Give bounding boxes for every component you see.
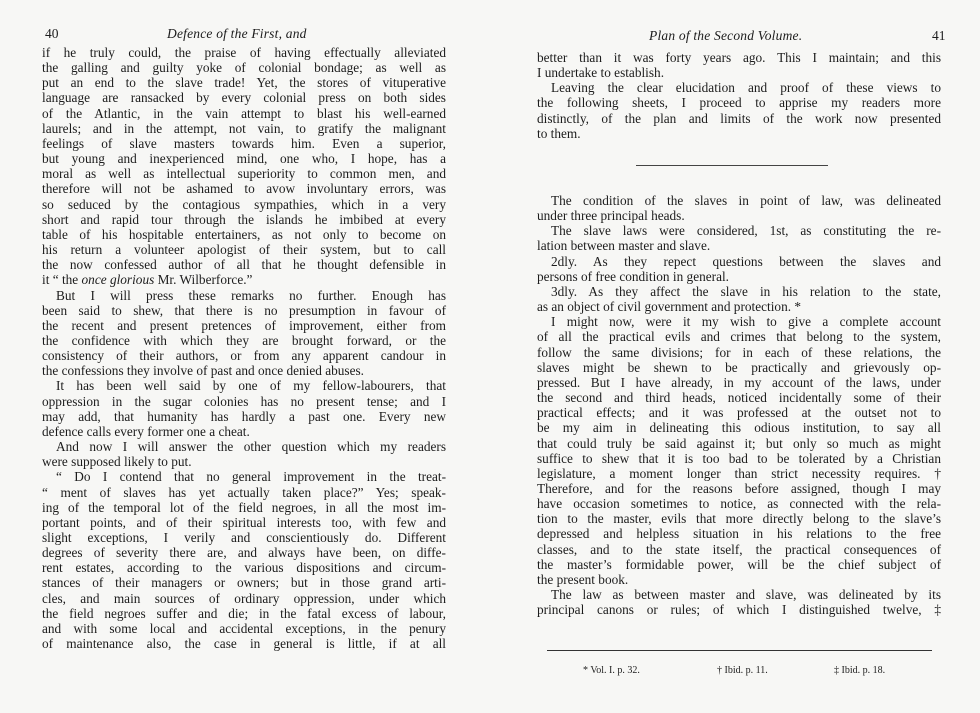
text-line: [42, 272, 446, 287]
text-line: rent estates, according to the various dispositions and circum-: [42, 560, 446, 576]
text-line: practical effects; and it was professed at the outset not to: [537, 405, 941, 421]
text-line: under three principal heads.: [537, 208, 685, 224]
text-line: and with some local and accidental exceptions, in the penury: [42, 620, 446, 636]
text-line: slight exceptions, I verily and conscientiously do. Different: [42, 530, 446, 545]
running-title: Plan of the Second Volume.: [649, 28, 803, 43]
text-line: the present book.: [537, 571, 629, 587]
text-line: slaves might be shewn to be practically and grievously op-: [537, 359, 941, 375]
footnote: ‡ Ibid. p. 18.: [834, 665, 886, 676]
text-run: it “ the: [42, 272, 82, 288]
text-line: so seduced by the contagious sympathies, which in a very: [42, 196, 446, 212]
text-line: lation between master and slave.: [537, 238, 711, 254]
text-line: classes, and to the state itself, the practical consequences of: [537, 541, 941, 557]
text-line: but young and inexperienced mind, one who, I hope, has a: [42, 151, 446, 167]
text-line: better than it was forty years ago. This I maintain; and this: [537, 50, 941, 65]
text-line: depressed and helpless situation in his relations to the free: [537, 526, 941, 542]
text-line: tion to the master, evils that more directly belong to the slave’s: [537, 511, 941, 527]
text-line: were supposed likely to put.: [42, 454, 192, 470]
text-line: 2dly. As they repect questions between the slaves and: [551, 253, 941, 269]
text-line: It has been well said by one of my fellow-labourers, that: [56, 378, 446, 394]
text-line: feelings of slave masters towards him. Even a superior,: [42, 135, 446, 151]
footnote: * Vol. I. p. 32.: [583, 665, 640, 676]
text-line: the recent and present pretences of improvement, either from: [42, 317, 446, 333]
text-line: may add, that humanity has hardly a past one. Every new: [42, 408, 446, 424]
body-text-intro: [537, 50, 941, 141]
text-line: the following sheets, I proceed to apprise my readers more: [537, 95, 941, 111]
text-line: oppression in the sugar colonies has no present tense; and I: [42, 393, 446, 409]
text-line: I undertake to establish.: [537, 65, 665, 81]
text-line: moral as well as intellectual superiority to common men, and: [42, 166, 446, 182]
text-line: I might now, were it my wish to give a complete account: [551, 314, 941, 330]
text-line: distinctly, of the plan and limits of the work now presented: [537, 110, 941, 126]
text-line: the second and third heads, noticed incidentally some of their: [537, 390, 941, 406]
text-run: Mr. Wilberforce.”: [154, 272, 253, 288]
text-line: the galling and guilty yoke of colonial bondage; as well as: [42, 60, 446, 76]
text-line: defence calls every former one a cheat.: [42, 423, 250, 439]
text-line: “ ment of slaves has yet actually taken place?” Yes; speak-: [42, 484, 446, 500]
text-line: The slave laws were considered, 1st, as constituting the re-: [551, 223, 941, 239]
text-line: language are ransacked by every colonial press on both sides: [42, 90, 446, 106]
text-line: ing of the temporal lot of the field negroes, in all the most im-: [42, 499, 446, 515]
text-line: that could truly be said against it; but only so much as might: [537, 435, 941, 451]
text-line: the master’s formidable power, will be the chief subject of: [537, 556, 941, 572]
text-line: of the Atlantic, in the vain attempt to blast his well-earned: [42, 105, 446, 121]
running-title: Defence of the First, and: [167, 26, 307, 41]
text-line: if he truly could, the praise of having effectually alleviated: [42, 45, 446, 60]
text-line: cles, and main sources of ordinary oppression, under which: [42, 590, 446, 606]
footnote: † Ibid. p. 11.: [717, 665, 768, 676]
section-divider: [636, 165, 828, 166]
page-number: 41: [932, 28, 946, 43]
page-number: 40: [45, 26, 59, 41]
text-line: degrees of severity there are, and always have been, on diffe-: [42, 545, 446, 561]
italic-text: once glorious: [81, 272, 155, 288]
body-text-plan: [537, 193, 941, 617]
text-line: the confessions they involve of past and once denied abuses.: [42, 363, 364, 379]
text-line: to them.: [537, 125, 581, 141]
text-line: be my aim in delineating this odious institution, to say all: [537, 420, 941, 436]
text-line: Leaving the clear elucidation and proof of these views to: [551, 80, 941, 96]
text-line: the field negroes suffer and die; in the fatal excess of labour,: [42, 605, 446, 621]
text-line: been said to shew, that there is no presumption in favour of: [42, 302, 446, 318]
text-line: persons of free condition in general.: [537, 268, 729, 284]
text-line: portant points, and of their spiritual interests too, with few and: [42, 514, 446, 530]
text-line: his return a volunteer apologist of their system, but to call: [42, 242, 446, 258]
footnote-rule: [547, 650, 932, 651]
text-line: of all the practical evils and crimes that belong to the system,: [537, 329, 941, 345]
text-line: principal canons or rules; of which I distinguished twelve, ‡: [537, 602, 941, 618]
text-line: laurels; and in the attempt, not vain, to gratify the malignant: [42, 120, 446, 136]
text-line: suffice to shew that it is too bad to be tolerated by a Christian: [537, 450, 941, 466]
text-line: therefore will not be ashamed to avow involuntary errors, was: [42, 181, 446, 197]
text-line: But I will press these remarks no further. Enough has: [56, 287, 446, 303]
text-line: 3dly. As they affect the slave in his relation to the state,: [551, 283, 941, 299]
text-line: The law as between master and slave, was delineated by its: [551, 587, 941, 603]
text-line: “ Do I contend that no general improvement in the treat-: [56, 469, 446, 485]
text-line: The condition of the slaves in point of law, was delineated: [551, 193, 941, 208]
text-line: the now confessed author of all that he thought defensible in: [42, 257, 446, 273]
text-line: Therefore, and for the reasons before assigned, though I may: [537, 480, 941, 496]
text-line: as an object of civil government and protection. *: [537, 299, 802, 315]
text-line: table of his hospitable entertainers, as not only to become on: [42, 226, 446, 242]
text-line: short and rapid tour through the islands he imbibed at every: [42, 211, 446, 227]
text-line: have occasion sometimes to notice, as connected with the rela-: [537, 496, 941, 512]
text-line: the confidence with which they are brought forward, or the: [42, 332, 446, 348]
text-line: consistency of their authors, or from any apparent candour in: [42, 348, 446, 364]
text-line: stances of their managers or owners; but in those grand arti-: [42, 575, 446, 591]
text-line: And now I will answer the other question which my readers: [56, 439, 446, 455]
text-line: of maintenance also, the case in general is little, if at all: [42, 636, 446, 652]
text-line: follow the same divisions; for in each of these relations, the: [537, 344, 941, 360]
text-line: legislature, a moment longer than strict necessity requires. †: [537, 465, 941, 481]
text-line: put an end to the slave trade! Yet, the stores of vituperative: [42, 75, 446, 91]
body-text: [42, 45, 446, 651]
text-line: pressed. But I have already, in my account of the laws, under: [537, 374, 941, 390]
